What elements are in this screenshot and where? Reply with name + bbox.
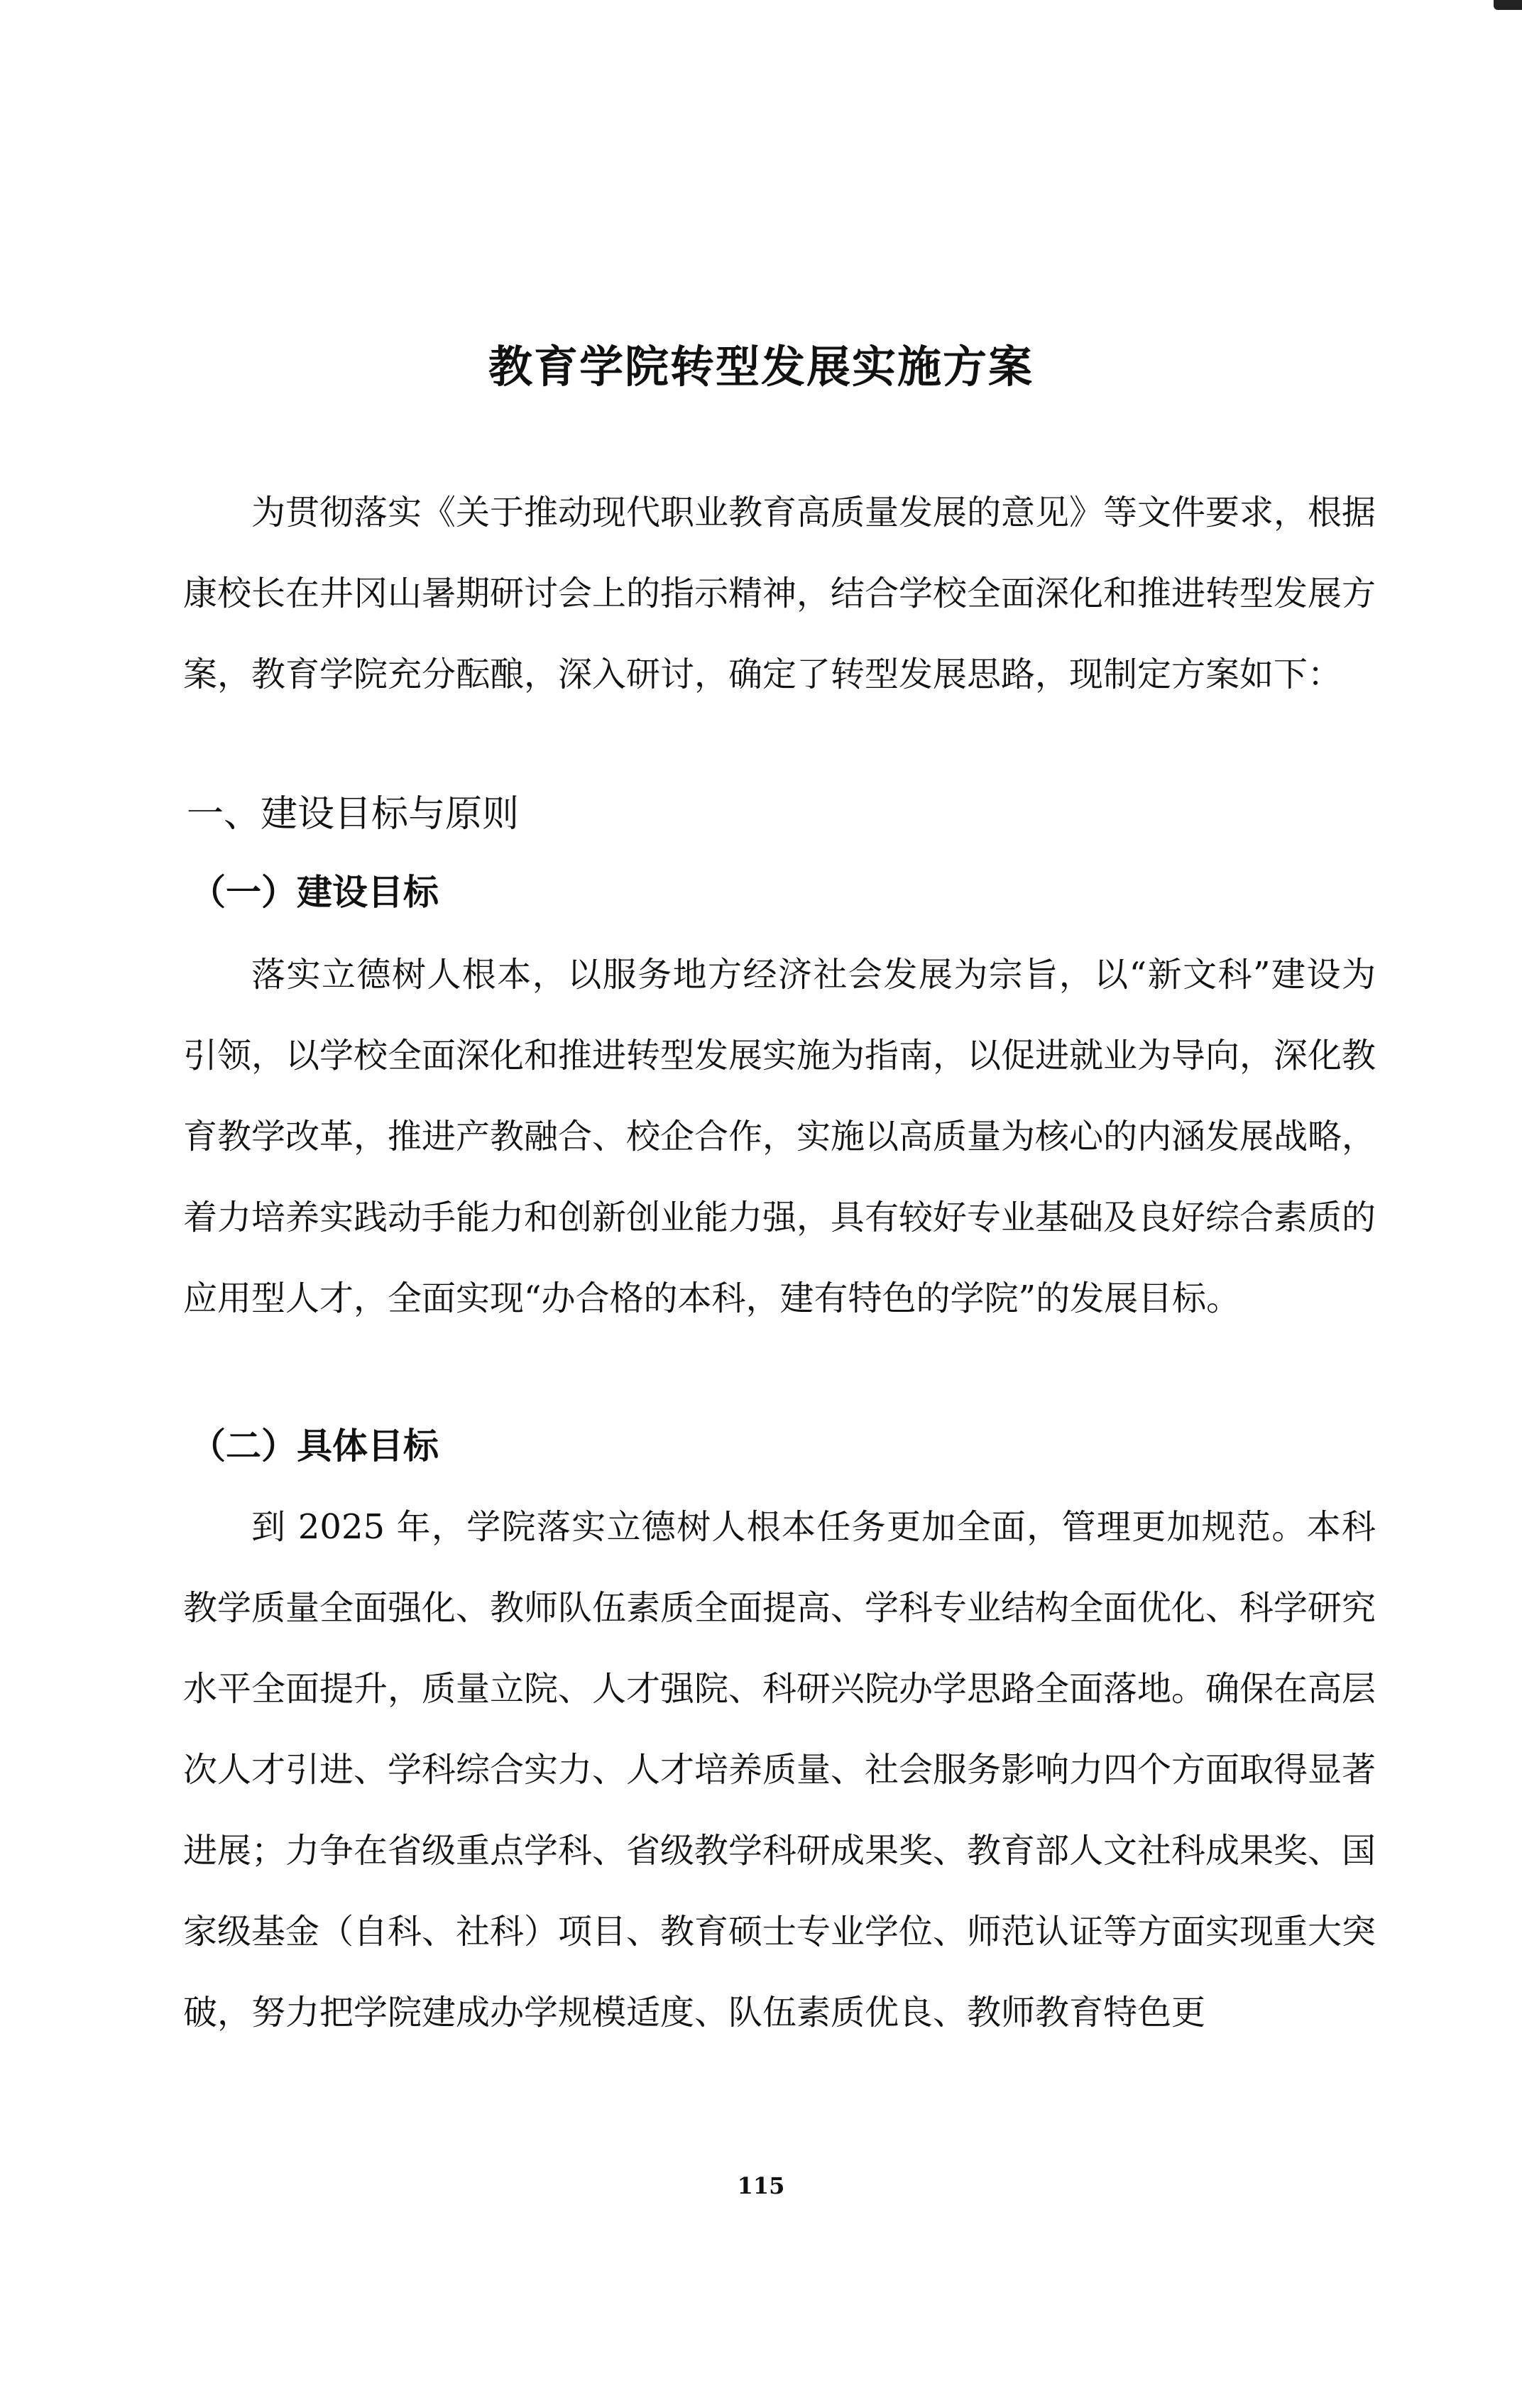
scan-corner-mark: [1494, 0, 1522, 10]
sub1-text-block: [183, 934, 1376, 1339]
subsection1-paragraph: 落实立德树人根本，以服务地方经济社会发展为宗旨，以“新文科”建设为引领，以学校全面深化和推进转型发展实施为指南，以促进就业为导向，深化教育教学改革，推进产教融合、校企合作，实施以高质量为核心的内涵发展战略，着力培养实践动手能力和创新创业能力强，具有较好专业基础及良好综合素质的应用型人才，全面实现“办合格的本科，建有特色的学院”的发展目标。: [183, 955, 1376, 1318]
sub1-block: [183, 852, 1376, 933]
subsection1-heading: （一）建设目标: [190, 872, 439, 913]
section1-block: [183, 774, 1376, 855]
subsection2-paragraph: 到 2025 年，学院落实立德树人根本任务更加全面，管理更加规范。本科教学质量全面强化、教师队伍素质全面提高、学科专业结构全面优化、科学研究水平全面提升，质量立院、人才强院、科研兴院办学思路全面落地。确保在高层次人才引进、学科综合实力、人才培养质量、社会服务影响力四个方面取得显著进展；力争在省级重点学科、省级教学科研成果奖、教育部人文社科成果奖、国家级基金（自科、社科）项目、教育硕士专业学位、师范认证等方面实现重大突破，努力把学院建成办学规模适度、队伍素质优良、教师教育特色更: [183, 1507, 1376, 2032]
intro-paragraph: 为贯彻落实《关于推动现代职业教育高质量发展的意见》等文件要求，根据康校长在井冈山暑期研讨会上的指示精神，结合学校全面深化和推进转型发展方案，教育学院充分酝酿，深入研讨，确定了转型发展思路，现制定方案如下：: [183, 493, 1376, 694]
page-number: 115: [737, 2172, 785, 2199]
section1-heading: 一、建设目标与原则: [187, 793, 520, 836]
intro-block: [183, 472, 1376, 715]
sub2-text-block: [183, 1487, 1376, 2053]
document-title: 教育学院转型发展实施方案: [488, 340, 1034, 393]
subsection2-heading: （二）具体目标: [190, 1425, 439, 1467]
sub2-block: [183, 1406, 1376, 1487]
